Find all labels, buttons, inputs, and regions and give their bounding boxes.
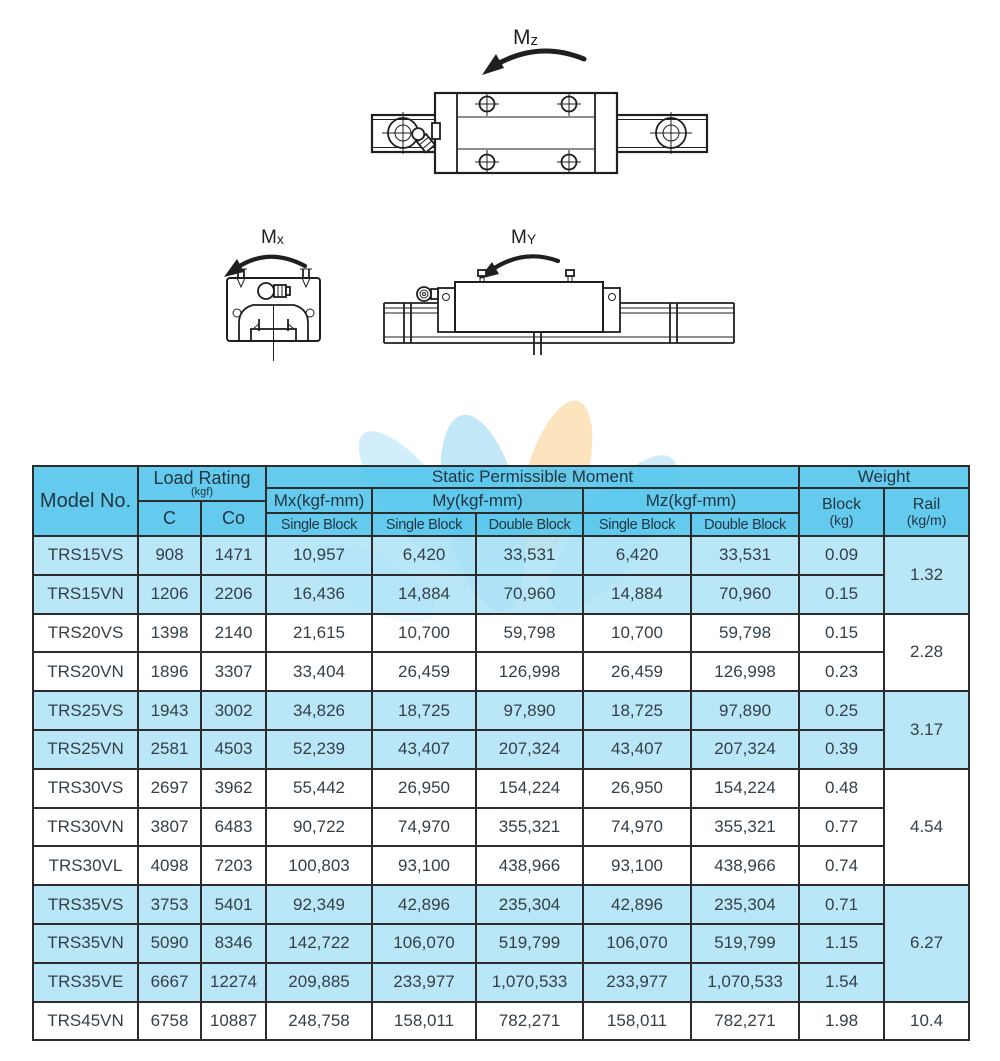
cell-my_single: 26,459 — [372, 652, 476, 691]
grease-nipple-icon — [417, 287, 438, 301]
cell-block_kg: 0.77 — [799, 808, 884, 847]
table-row — [33, 652, 969, 691]
cell-mx_single: 34,826 — [266, 691, 372, 730]
my-rotation-arrow-icon — [479, 256, 558, 279]
header-mz: Mz(kgf-mm) — [583, 488, 799, 513]
load-rating-unit: (kgf) — [191, 486, 213, 498]
cell-c: 908 — [138, 536, 201, 575]
mz-rotation-arrow-icon — [482, 51, 584, 75]
table-row — [33, 769, 969, 808]
cell-my_single: 106,070 — [372, 924, 476, 963]
cell-model: TRS35VE — [33, 963, 138, 1002]
cell-block_kg: 0.09 — [799, 536, 884, 575]
cell-model: TRS20VS — [33, 614, 138, 653]
cell-my_double: 1,070,533 — [476, 963, 583, 1002]
cell-mz_single: 14,884 — [583, 575, 691, 614]
cell-block_kg: 0.74 — [799, 846, 884, 885]
mx-label: Mx — [261, 227, 284, 248]
cell-co: 4503 — [201, 730, 266, 769]
cell-mx_single: 33,404 — [266, 652, 372, 691]
cell-model: TRS25VN — [33, 730, 138, 769]
cell-c: 6667 — [138, 963, 201, 1002]
cell-rail_kg_m: 6.27 — [884, 885, 969, 1001]
block-front-view — [227, 269, 320, 361]
cell-c: 2581 — [138, 730, 201, 769]
cell-my_single: 26,950 — [372, 769, 476, 808]
block-title: Block — [821, 496, 862, 513]
cell-block_kg: 0.23 — [799, 652, 884, 691]
spec-table — [32, 465, 970, 1041]
cell-co: 2140 — [201, 614, 266, 653]
cell-mz_double: 126,998 — [691, 652, 799, 691]
table-row — [33, 536, 969, 575]
cell-block_kg: 0.39 — [799, 730, 884, 769]
cell-co: 1471 — [201, 536, 266, 575]
grease-nipple-icon — [258, 283, 290, 299]
cell-my_double: 154,224 — [476, 769, 583, 808]
cell-mz_double: 1,070,533 — [691, 963, 799, 1002]
cell-mx_single: 10,957 — [266, 536, 372, 575]
my-label: MY — [511, 227, 537, 248]
cell-model: TRS15VS — [33, 536, 138, 575]
cell-my_double: 33,531 — [476, 536, 583, 575]
cell-my_single: 74,970 — [372, 808, 476, 847]
header-mz-double-block: Double Block — [691, 513, 799, 536]
cell-mz_double: 207,324 — [691, 730, 799, 769]
cell-rail_kg_m: 1.32 — [884, 536, 969, 614]
cell-mx_single: 21,615 — [266, 614, 372, 653]
load-rating-title: Load Rating — [153, 468, 251, 488]
cell-my_double: 438,966 — [476, 846, 583, 885]
cell-model: TRS30VS — [33, 769, 138, 808]
header-static-moment: Static Permissible Moment — [266, 466, 799, 488]
cell-mz_double: 33,531 — [691, 536, 799, 575]
cell-my_double: 97,890 — [476, 691, 583, 730]
cell-rail_kg_m: 4.54 — [884, 769, 969, 885]
cell-mz_single: 233,977 — [583, 963, 691, 1002]
cell-mx_single: 16,436 — [266, 575, 372, 614]
cell-mz_double: 59,798 — [691, 614, 799, 653]
cell-my_double: 59,798 — [476, 614, 583, 653]
cell-c: 1943 — [138, 691, 201, 730]
cell-my_single: 10,700 — [372, 614, 476, 653]
cell-block_kg: 0.25 — [799, 691, 884, 730]
header-c: C — [138, 501, 201, 536]
cell-mx_single: 52,239 — [266, 730, 372, 769]
header-my-single-block: Single Block — [372, 513, 476, 536]
cell-mz_double: 154,224 — [691, 769, 799, 808]
cell-mz_double: 519,799 — [691, 924, 799, 963]
cell-mz_single: 42,896 — [583, 885, 691, 924]
cell-rail_kg_m: 2.28 — [884, 614, 969, 692]
cell-co: 6483 — [201, 808, 266, 847]
table-row — [33, 1002, 969, 1041]
carriage-block — [410, 92, 617, 174]
cell-mz_single: 43,407 — [583, 730, 691, 769]
cell-my_double: 519,799 — [476, 924, 583, 963]
cell-my_single: 158,011 — [372, 1002, 476, 1041]
cell-mz_single: 93,100 — [583, 846, 691, 885]
cell-c: 1206 — [138, 575, 201, 614]
mx-moment-diagram — [213, 223, 343, 371]
table-row — [33, 808, 969, 847]
cell-mx_single: 55,442 — [266, 769, 372, 808]
cell-co: 7203 — [201, 846, 266, 885]
cell-c: 3753 — [138, 885, 201, 924]
cell-c: 5090 — [138, 924, 201, 963]
cell-mz_single: 158,011 — [583, 1002, 691, 1041]
cell-mx_single: 100,803 — [266, 846, 372, 885]
cell-mz_single: 10,700 — [583, 614, 691, 653]
cell-my_double: 126,998 — [476, 652, 583, 691]
cell-mz_single: 26,459 — [583, 652, 691, 691]
mz-label: Mz — [513, 26, 538, 49]
cell-c: 2697 — [138, 769, 201, 808]
cell-c: 1398 — [138, 614, 201, 653]
table-row — [33, 885, 969, 924]
header-mz-single-block: Single Block — [583, 513, 691, 536]
table-row — [33, 614, 969, 653]
table-row — [33, 924, 969, 963]
cell-my_single: 6,420 — [372, 536, 476, 575]
header-mx: Mx(kgf-mm) — [266, 488, 372, 513]
table-row — [33, 963, 969, 1002]
rail-unit: (kg/m) — [906, 512, 947, 528]
header-load-rating — [138, 466, 266, 501]
cell-mz_single: 18,725 — [583, 691, 691, 730]
cell-c: 1896 — [138, 652, 201, 691]
cell-model: TRS35VS — [33, 885, 138, 924]
cell-my_single: 233,977 — [372, 963, 476, 1002]
cell-c: 6758 — [138, 1002, 201, 1041]
rail-right — [615, 112, 707, 154]
mx-rotation-arrow-icon — [224, 257, 305, 277]
cell-block_kg: 1.15 — [799, 924, 884, 963]
cell-model: TRS25VS — [33, 691, 138, 730]
my-moment-diagram — [378, 223, 742, 375]
cell-my_single: 42,896 — [372, 885, 476, 924]
header-weight: Weight — [799, 466, 969, 488]
cell-c: 3807 — [138, 808, 201, 847]
cell-mx_single: 248,758 — [266, 1002, 372, 1041]
spec-table-container — [32, 465, 970, 1041]
cell-my_double: 235,304 — [476, 885, 583, 924]
mz-moment-diagram — [358, 6, 722, 184]
rail-title: Rail — [912, 496, 941, 513]
cell-c: 4098 — [138, 846, 201, 885]
header-my: My(kgf-mm) — [372, 488, 583, 513]
header-rail-kgm — [884, 488, 969, 536]
cell-model: TRS45VN — [33, 1002, 138, 1041]
cell-block_kg: 0.71 — [799, 885, 884, 924]
block-unit: (kg) — [829, 512, 854, 528]
header-model-no: Model No. — [33, 466, 138, 536]
cell-model: TRS30VN — [33, 808, 138, 847]
cell-mz_single: 106,070 — [583, 924, 691, 963]
cell-my_double: 70,960 — [476, 575, 583, 614]
cell-block_kg: 0.15 — [799, 575, 884, 614]
cell-my_single: 43,407 — [372, 730, 476, 769]
cell-block_kg: 1.54 — [799, 963, 884, 1002]
cell-my_double: 355,321 — [476, 808, 583, 847]
cell-co: 12274 — [201, 963, 266, 1002]
table-row — [33, 575, 969, 614]
cell-my_single: 14,884 — [372, 575, 476, 614]
cell-mz_double: 235,304 — [691, 885, 799, 924]
cell-mz_double: 438,966 — [691, 846, 799, 885]
cell-co: 8346 — [201, 924, 266, 963]
cell-block_kg: 0.48 — [799, 769, 884, 808]
cell-co: 3002 — [201, 691, 266, 730]
cell-mx_single: 142,722 — [266, 924, 372, 963]
header-my-double-block: Double Block — [476, 513, 583, 536]
header-co: Co — [201, 501, 266, 536]
cell-block_kg: 0.15 — [799, 614, 884, 653]
cell-my_single: 18,725 — [372, 691, 476, 730]
cell-block_kg: 1.98 — [799, 1002, 884, 1041]
cell-co: 2206 — [201, 575, 266, 614]
cell-model: TRS35VN — [33, 924, 138, 963]
header-block-kg — [799, 488, 884, 536]
cell-my_double: 207,324 — [476, 730, 583, 769]
cell-model: TRS30VL — [33, 846, 138, 885]
cell-mz_double: 782,271 — [691, 1002, 799, 1041]
cell-my_single: 93,100 — [372, 846, 476, 885]
cell-model: TRS20VN — [33, 652, 138, 691]
cell-mz_double: 355,321 — [691, 808, 799, 847]
cell-my_double: 782,271 — [476, 1002, 583, 1041]
table-row — [33, 730, 969, 769]
cell-mz_double: 70,960 — [691, 575, 799, 614]
cell-model: TRS15VN — [33, 575, 138, 614]
cell-mz_single: 6,420 — [583, 536, 691, 575]
cell-co: 3307 — [201, 652, 266, 691]
cell-mz_double: 97,890 — [691, 691, 799, 730]
header-mx-single-block: Single Block — [266, 513, 372, 536]
cell-mz_single: 26,950 — [583, 769, 691, 808]
spec-table-header — [33, 466, 969, 536]
table-row — [33, 691, 969, 730]
cell-mz_single: 74,970 — [583, 808, 691, 847]
cell-mx_single: 90,722 — [266, 808, 372, 847]
cell-co: 10887 — [201, 1002, 266, 1041]
cell-mx_single: 209,885 — [266, 963, 372, 1002]
cell-co: 5401 — [201, 885, 266, 924]
table-row — [33, 846, 969, 885]
spec-table-body — [33, 536, 969, 1040]
cell-rail_kg_m: 10.4 — [884, 1002, 969, 1041]
cell-rail_kg_m: 3.17 — [884, 691, 969, 769]
cell-mx_single: 92,349 — [266, 885, 372, 924]
cell-co: 3962 — [201, 769, 266, 808]
